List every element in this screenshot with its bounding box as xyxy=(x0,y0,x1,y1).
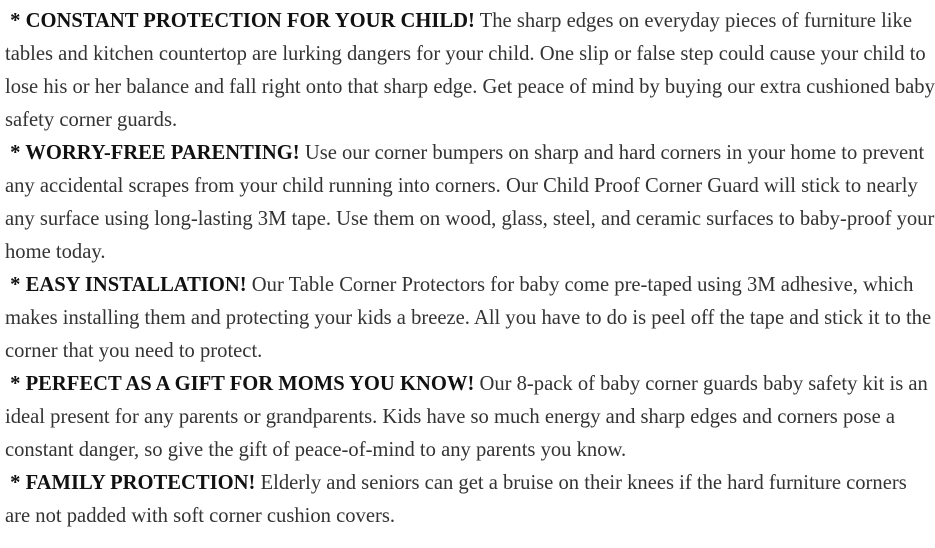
bullet-heading: * CONSTANT PROTECTION FOR YOUR CHILD! xyxy=(5,10,475,32)
bullet-easy-installation xyxy=(5,269,935,368)
bullet-perfect-gift xyxy=(5,368,935,467)
bullet-family-protection xyxy=(5,467,935,533)
bullet-constant-protection xyxy=(5,5,935,137)
bullet-heading: * FAMILY PROTECTION! xyxy=(5,472,256,494)
bullet-heading: * EASY INSTALLATION! xyxy=(5,274,247,296)
bullet-heading: * PERFECT AS A GIFT FOR MOMS YOU KNOW! xyxy=(5,373,475,395)
bullet-heading: * WORRY-FREE PARENTING! xyxy=(5,142,300,164)
bullet-text: Our 8-pack of baby corner guards baby safety kit is an ideal present for any parents or grandparents. Kids have so much energy and sharp edges and corners pose a constant danger, so give the gift of peace-of-mind to any parents you know. xyxy=(5,373,928,461)
bullet-text: Use our corner bumpers on sharp and hard corners in your home to prevent any accidental scrapes from your child running into corners. Our Child Proof Corner Guard will stick to nearly any surface using long-lasting 3M tape. Use them on wood, glass, steel, and ceramic surfaces to baby-proof your home today. xyxy=(5,142,935,263)
bullet-worry-free-parenting xyxy=(5,137,935,269)
product-description xyxy=(5,5,935,533)
bullet-text: The sharp edges on everyday pieces of furniture like tables and kitchen countertop are lurking dangers for your child. One slip or false step could cause your child to lose his or her balance and fall right onto that sharp edge. Get peace of mind by buying our extra cushioned baby safety corner guards. xyxy=(5,10,935,131)
bullet-text: Elderly and seniors can get a bruise on their knees if the hard furniture corners are not padded with soft corner cushion covers. xyxy=(5,472,907,527)
bullet-text: Our Table Corner Protectors for baby come pre-taped using 3M adhesive, which makes installing them and protecting your kids a breeze. All you have to do is peel off the tape and stick it to the corner that you need to protect. xyxy=(5,274,932,362)
